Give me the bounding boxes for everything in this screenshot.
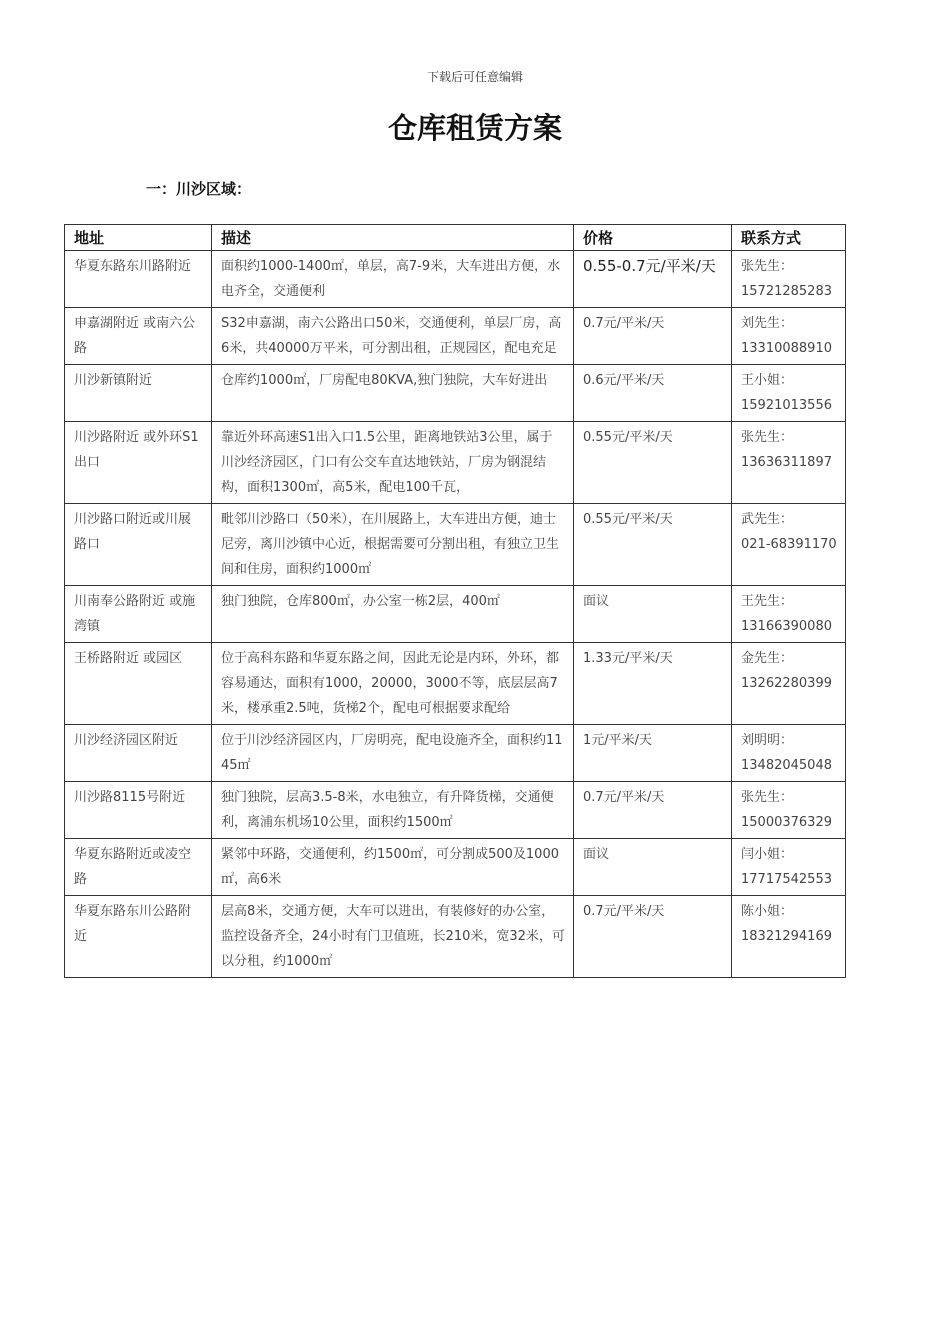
address-cell: 川南奉公路附近 或施湾镇 [65,586,212,643]
page-title: 仓库租赁方案 [387,111,562,145]
contact-name: 王先生： [741,594,794,609]
description-cell: 独门独院，层高3.5-8米，水电独立，有升降货梯，交通便利，离浦东机场10公里，面积约1500㎡ [212,782,574,839]
contact-name: 金先生： [741,651,794,666]
contact-phone: 021-68391170 [741,537,837,552]
price-cell: 面议 [574,839,732,896]
table-row [65,504,846,586]
address-cell: 华夏东路东川路附近 [65,251,212,308]
description-cell: 位于川沙经济园区内，厂房明亮，配电设施齐全，面积约1145㎡ [212,725,574,782]
table-row [65,251,846,308]
contact-name: 武先生： [741,512,794,527]
header-address: 地址 [65,225,212,251]
description-cell: 毗邻川沙路口（50米），在川展路上，大车进出方便，迪士尼旁，离川沙镇中心近，根据需要可分割出租，有独立卫生间和住房，面积约1000㎡ [212,504,574,586]
table-row [65,365,846,422]
header-contact: 联系方式 [732,225,846,251]
contact-name: 闫小姐： [741,847,794,862]
address-cell: 华夏东路东川公路附近 [65,896,212,978]
price-cell: 1.33元/平米/天 [574,643,732,725]
section-heading: 一：川沙区域： [146,180,252,198]
table-row [65,896,846,978]
address-cell: 申嘉湖附近 或南六公路 [65,308,212,365]
contact-name: 刘先生： [741,316,794,331]
table-row [65,308,846,365]
contact-phone: 15721285283 [741,284,832,299]
contact-cell [732,251,846,308]
table-row [65,839,846,896]
contact-phone: 13636311897 [741,455,832,470]
address-cell: 川沙经济园区附近 [65,725,212,782]
description-cell: 仓库约1000㎡，厂房配电80KVA,独门独院，大车好进出 [212,365,574,422]
description-cell: 位于高科东路和华夏东路之间，因此无论是内环，外环，都容易通达，面积有1000，20000，3000不等，底层层高7米，楼承重2.5吨，货梯2个，配电可根据要求配给 [212,643,574,725]
address-cell: 川沙路附近 或外环S1出口 [65,422,212,504]
address-cell: 华夏东路附近或凌空路 [65,839,212,896]
description-cell: 紧邻中环路，交通便利，约1500㎡，可分割成500及1000㎡，高6米 [212,839,574,896]
contact-phone: 13310088910 [741,341,832,356]
description-cell: 面积约1000-1400㎡，单层，高7-9米，大车进出方便，水电齐全，交通便利 [212,251,574,308]
price-cell: 0.6元/平米/天 [574,365,732,422]
warehouse-table [64,224,846,978]
contact-phone: 13262280399 [741,676,832,691]
table-row [65,422,846,504]
contact-phone: 13166390080 [741,619,832,634]
contact-cell [732,422,846,504]
contact-cell [732,504,846,586]
contact-phone: 17717542553 [741,872,832,887]
price-cell: 0.55元/平米/天 [574,504,732,586]
description-cell: S32申嘉湖，南六公路出口50米，交通便利，单层厂房，高6米，共40000万平米，可分割出租，正规园区，配电充足 [212,308,574,365]
description-cell: 靠近外环高速S1出入口1.5公里，距离地铁站3公里，属于川沙经济园区，门口有公交车直达地铁站，厂房为钢混结构，面积1300㎡，高5米，配电100千瓦， [212,422,574,504]
contact-name: 张先生： [741,430,794,445]
address-cell: 川沙新镇附近 [65,365,212,422]
contact-cell [732,782,846,839]
contact-name: 陈小姐： [741,904,794,919]
contact-name: 张先生： [741,259,794,274]
contact-name: 刘明明： [741,733,794,748]
description-cell: 层高8米，交通方便，大车可以进出，有装修好的办公室，监控设备齐全，24小时有门卫值班，长210米，宽32米，可以分租，约1000㎡ [212,896,574,978]
address-cell: 川沙路口附近或川展路口 [65,504,212,586]
contact-cell [732,586,846,643]
price-cell: 0.55-0.7元/平米/天 [574,251,732,308]
price-cell: 0.7元/平米/天 [574,896,732,978]
price-cell: 1元/平米/天 [574,725,732,782]
contact-cell [732,365,846,422]
contact-name: 王小姐： [741,373,794,388]
table-row [65,586,846,643]
contact-cell [732,896,846,978]
price-cell: 0.7元/平米/天 [574,782,732,839]
contact-phone: 15921013556 [741,398,832,413]
contact-cell [732,308,846,365]
contact-name: 张先生： [741,790,794,805]
table-row [65,782,846,839]
table-header-row [65,225,846,251]
contact-cell [732,839,846,896]
contact-phone: 13482045048 [741,758,832,773]
price-cell: 0.7元/平米/天 [574,308,732,365]
price-cell: 面议 [574,586,732,643]
table-row [65,725,846,782]
address-cell: 王桥路附近 或园区 [65,643,212,725]
header-price: 价格 [574,225,732,251]
table-row [65,643,846,725]
price-cell: 0.55元/平米/天 [574,422,732,504]
header-description: 描述 [212,225,574,251]
description-cell: 独门独院，仓库800㎡，办公室一栋2层，400㎡ [212,586,574,643]
contact-cell [732,725,846,782]
header-note: 下载后可任意编辑 [426,70,523,84]
contact-phone: 15000376329 [741,815,832,830]
address-cell: 川沙路8115号附近 [65,782,212,839]
contact-phone: 18321294169 [741,929,832,944]
contact-cell [732,643,846,725]
